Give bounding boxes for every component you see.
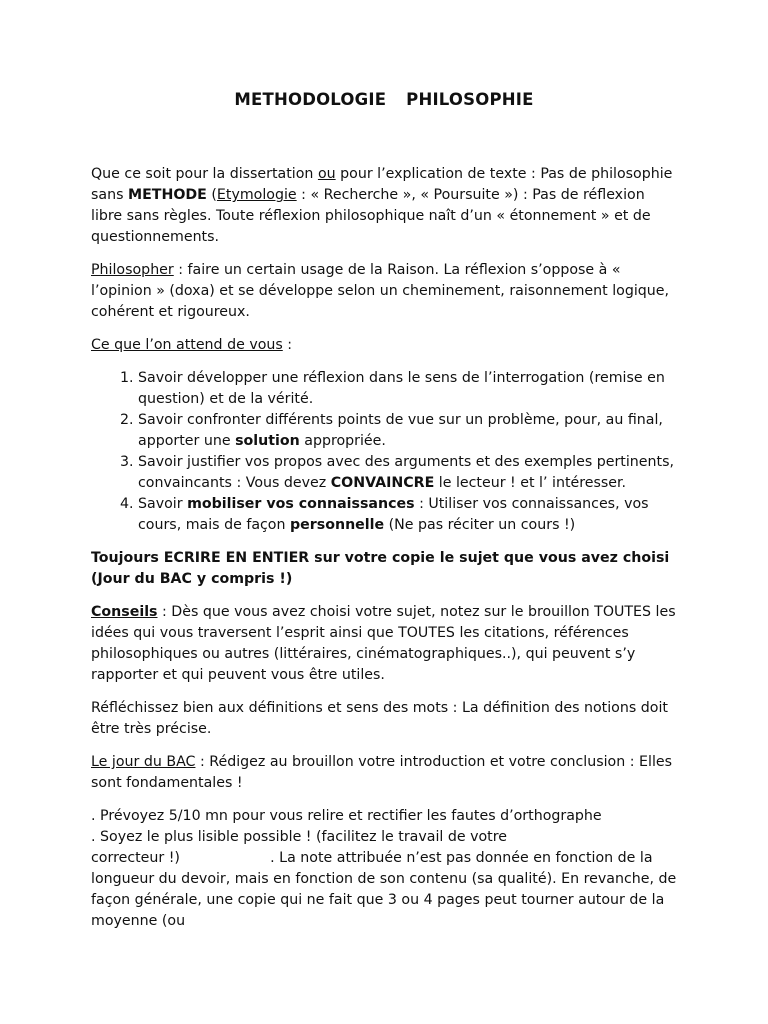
list-item-text: Savoir développer une réflexion dans le sens de l’interrogation (remise en question) et de la vérité. [138, 370, 665, 407]
intro-text-b: pour l’explication de texte : Pas de philosophie sans [91, 166, 673, 203]
bac-day-term: Le jour du BAC [91, 754, 196, 770]
list-item-bold: personnelle [290, 517, 385, 533]
list-item [138, 494, 679, 536]
philosopher-paragraph [91, 260, 679, 323]
list-item-text: le lecteur ! et l’ intéresser. [434, 475, 627, 491]
intro-ou: ou [317, 166, 336, 182]
list-item-text: (Ne pas réciter un cours !) [384, 517, 576, 533]
definitions-paragraph: Réfléchissez bien aux définitions et sens des mots : La définition des notions doit être très précise. [91, 700, 668, 737]
intro-etymologie: Etymologie [216, 187, 297, 203]
document-title: METHODOLOGIE PHILOSOPHIE [234, 90, 534, 109]
list-item-text: Savoir confronter différents points de vue sur un problème, pour, au final, apporter une [138, 412, 663, 449]
intro-text-a: Que ce soit pour la dissertation [91, 166, 318, 182]
philosopher-text: : faire un certain usage de la Raison. La réflexion s’oppose à « l’opinion » (doxa) et se développe selon un cheminement, raisonnement logique, cohérent et rigoureux. [91, 262, 670, 320]
expectations-list [91, 368, 679, 536]
list-item-text: Savoir [138, 496, 188, 512]
list-item-text: Savoir justifier vos propos avec des arguments et des exemples pertinents, convaincants : Vous devez [138, 454, 674, 491]
list-item [138, 452, 679, 494]
tips-line-2: . Soyez le plus lisible possible ! (facilitez le travail de votre [91, 829, 507, 845]
intro-paragraph [91, 164, 679, 248]
conseils-term: Conseils [91, 604, 158, 620]
expectations-heading-colon: : [282, 337, 293, 353]
philosopher-term: Philosopher [91, 262, 174, 278]
bac-reminder-paragraph: Toujours ECRIRE EN ENTIER sur votre copie le sujet que vous avez choisi (Jour du BAC y compris !) [91, 550, 670, 587]
conseils-text: : Dès que vous avez choisi votre sujet, notez sur le brouillon TOUTES les idées qui vous traversent l’esprit ainsi que TOUTES les citations, références philosophiques ou autres (littéraires, cinématographiques..), qui peuvent s’y rapporter et qui peuvent vous être utiles. [91, 604, 676, 683]
document-body [91, 164, 679, 932]
bac-day-text: : Rédigez au brouillon votre introduction et votre conclusion : Elles sont fondamentales ! [91, 754, 673, 791]
list-item-text: appropriée. [299, 433, 386, 449]
list-item [138, 410, 679, 452]
expectations-heading-text: Ce que l’on attend de vous [91, 337, 283, 353]
bac-day-paragraph [91, 752, 679, 794]
expectations-heading [91, 335, 679, 356]
list-item-text: : Utiliser vos connaissances, vos cours, mais de façon [138, 496, 649, 533]
list-item-bold: mobiliser vos connaissances [187, 496, 415, 512]
intro-methode: METHODE [127, 187, 207, 203]
list-item-bold: solution [235, 433, 300, 449]
conseils-paragraph [91, 602, 679, 686]
list-item [138, 368, 679, 410]
list-item-bold: CONVAINCRE [330, 475, 435, 491]
intro-text-c: ( [206, 187, 217, 203]
tips-line-1: . Prévoyez 5/10 mn pour vous relire et rectifier les fautes d’orthographe [91, 808, 602, 824]
intro-text-d: : « Recherche », « Poursuite ») : Pas de réflexion libre sans règles. Toute réflexion philosophique naît d’un « étonnement » et de questionnements. [91, 187, 651, 245]
tips-paragraph: correcteur !) . La note attribuée n’est pas donnée en fonction de la longueur du devoir, mais en fonction de son contenu (sa qualité). En revanche, de façon générale, une copie qui ne fait que 3 ou 4 pages peut tourner autour de la moyenne (ou [91, 850, 681, 929]
